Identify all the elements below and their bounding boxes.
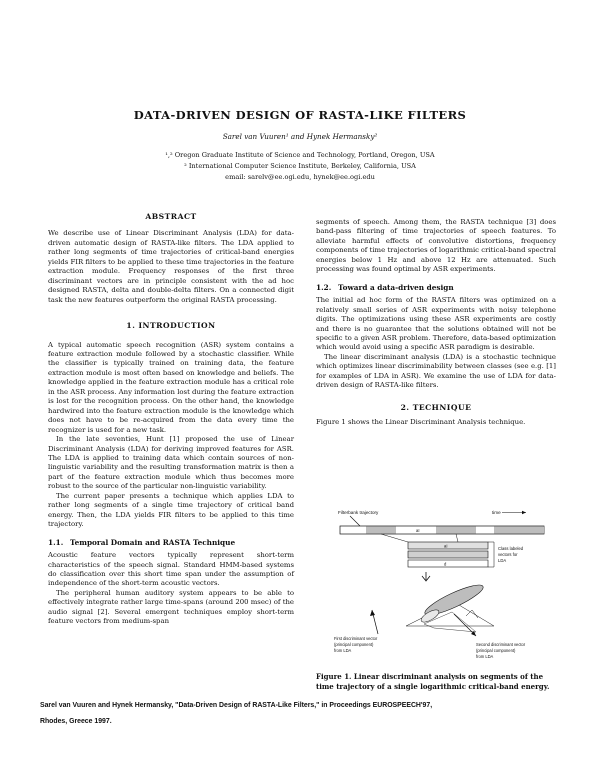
segment-a-label: aI — [416, 528, 420, 533]
filterbank-pointer — [350, 516, 360, 526]
abstract-heading: ABSTRACT — [145, 212, 197, 221]
affiliation-1: ¹,² Oregon Graduate Institute of Science and Technology, Portland, Oregon, USA — [165, 151, 435, 159]
filterbank-trajectory-bar — [340, 526, 544, 534]
section-1-1-title: Temporal Domain and RASTA Technique — [70, 537, 236, 547]
down-arrow — [422, 572, 430, 581]
class-label-line-1: Class labeled — [498, 546, 524, 551]
citation-line-1: Sarel van Vuuren and Hynek Hermansky, "Data-Driven Design of RASTA-Like Filters," in Proceedings EUROSPEECH'97, — [40, 702, 433, 709]
lda-scatter-3d — [370, 580, 494, 636]
trajectory-segment-a — [366, 527, 396, 534]
figure-1-diagram — [326, 506, 556, 668]
connector-1 — [381, 534, 408, 542]
left-column — [48, 212, 294, 627]
second-vector-label-1: Second discriminant vector — [476, 642, 526, 647]
section-1-2-paragraph-1: The initial ad hoc form of the RASTA filters was optimized on a relatively small series of ASR experiments with noisy telephone digits. The optimizations using these ASR experiments are costly and there is no guarantee that the solutions obtained will not be specific to a given ASR problem. Therefore, data-based optimization which would avoid using a specific ASR paradigm is desirable. — [316, 296, 556, 352]
section-1-2-paragraph-2: The linear discriminant analysis (LDA) is a stochastic technique which optimizes linear discriminability between classes (see e.g. [1] for examples of LDA in ASR). We examine the use of LDA for data-driven design of RASTA-like filters. — [316, 352, 556, 390]
class-labeled-vectors — [408, 542, 524, 567]
connector-2 — [456, 534, 458, 542]
section-1-2-title: Toward a data-driven design — [338, 282, 454, 292]
section-1-2-heading — [316, 283, 556, 292]
technique-heading: 2. TECHNIQUE — [400, 402, 472, 412]
section-1-2-number: 1.2. — [316, 282, 332, 292]
trajectory-segment-c — [494, 527, 544, 534]
class-label-line-2: vectors for — [498, 552, 518, 557]
class-vector-1 — [408, 542, 488, 549]
citation-footer — [40, 698, 580, 730]
rasta-paragraph: segments of speech. Among them, the RASTA technique [3] does band-pass filtering of time trajectories of speech features. To alleviate harmful effects of convolutive distortions, frequency components of time trajectories of logarithmic critical-band spectral energies below 1 Hz and above 12 Hz are attenuated. Such processing was found optimal by ASR experiments. — [316, 218, 556, 274]
detail-curve — [466, 610, 478, 618]
email-line: email: sarelv@ee.ogi.edu, hynek@ee.ogi.edu — [225, 173, 375, 181]
section-1-1-paragraph-1: Acoustic feature vectors typically represent short-term characteristics of the speech signal. Standard HMM-based systems do classification over this short time span under the assumption of independence of the short-term acoustic vectors. — [48, 551, 294, 588]
second-vector-label-3: from LDA — [476, 654, 494, 659]
filterbank-label: Filterbank trajectory — [338, 510, 379, 515]
section-1-1-heading — [48, 538, 294, 547]
intro-paragraph-3: The current paper presents a technique which applies LDA to rather long segments of a single time trajectory of critical band energy. Then, the LDA yields FIR filters to be applied to this time trajectory. — [48, 491, 294, 529]
class-vector-2 — [408, 551, 488, 558]
figure-1-caption: Figure 1. Linear discriminant analysis on segments of the time trajectory of a single logarithmic critical-band energy. — [316, 672, 550, 691]
abstract-text: We describe use of Linear Discriminant Analysis (LDA) for data-driven automatic design of RASTA-like filters. The LDA applied to rather long segments of time trajectories of critical-band energies yields FIR filters to be applied to these time trajectories in the feature extraction module. Frequency responses of the first three discriminant vectors are in principle consistent with the ad hoc designed RASTA, delta and double-delta filters. On a connected digit task the new features outperform the original RASTA processing. — [48, 229, 294, 304]
class-label-line-3: LDA — [498, 558, 507, 563]
intro-heading: 1. INTRODUCTION — [126, 321, 216, 331]
technique-paragraph: Figure 1 shows the Linear Discriminant Analysis technique. — [316, 418, 526, 427]
paper-title: DATA-DRIVEN DESIGN OF RASTA-LIKE FILTERS — [133, 108, 467, 122]
first-vector-label-2: (principal component) — [334, 642, 374, 647]
class-vector-3 — [408, 560, 488, 567]
segment-b-label: aI — [444, 543, 448, 549]
citation-line-2: Rhodes, Greece 1997. — [40, 718, 112, 725]
section-1-1-paragraph-2: The peripheral human auditory system appears to be able to effectively integrate rather large time-spans (around 200 msec) of the audio signal [2]. Several emergent techniques employ short-term feature vectors from medium-span — [48, 588, 294, 626]
second-vector-label-2: (principal component) — [476, 648, 516, 653]
author-line: Sarel van Vuuren¹ and Hynek Hermansky² — [222, 132, 378, 141]
trajectory-segment-b — [436, 527, 476, 534]
time-arrow-head — [522, 511, 526, 514]
first-vector-label-1: First discriminant vector — [334, 636, 378, 641]
segment-c-label: d — [444, 561, 447, 567]
time-label: time — [492, 510, 501, 515]
affiliation-2: ² International Computer Science Institute, Berkeley, California, USA — [184, 162, 416, 170]
first-vector-label-3: from LDA — [334, 648, 352, 653]
section-1-1-number: 1.1. — [48, 537, 64, 547]
intro-paragraph-1: A typical automatic speech recognition (ASR) system contains a feature extraction module followed by a stochastic classifier. While the classifier is typically trained on training data, the feature extraction module is most often based on knowledge and beliefs. The knowledge applied in the feature extraction module has a critical role in the ASR process. Any information lost during the feature extraction is lost for the recognition process. On the other hand, the knowledge hardwired into the feature extraction module is the knowledge which does not have to be re-acquired from the data every time the recognizer is used for a new task. — [48, 340, 294, 434]
right-column — [316, 218, 556, 428]
intro-paragraph-2: In the late seventies, Hunt [1] proposed the use of Linear Discriminant Analysis (LDA) for deriving improved features for ASR. The LDA is applied to training data which contain sources of non-linguistic variability and the resulting transformation matrix is then a part of the feature extraction module which thus becomes more robust to the source of the particular non-linguistic variability. — [48, 435, 294, 491]
axis-2 — [454, 602, 494, 626]
first-vector-head — [370, 610, 375, 616]
